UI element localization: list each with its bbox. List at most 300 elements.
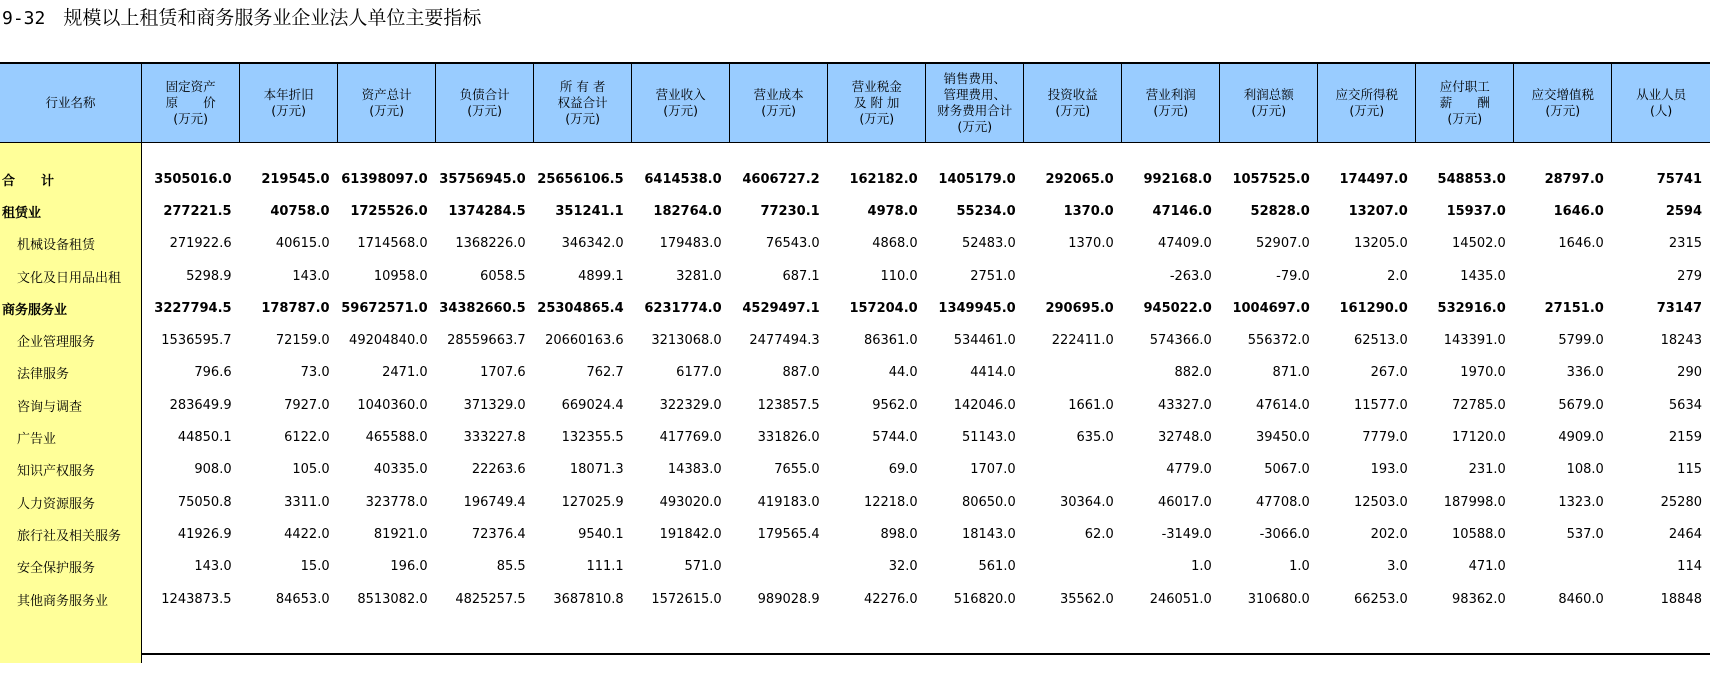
industry-name-cell: 机械设备租赁 bbox=[0, 228, 142, 260]
value-cell: 34382660.5 bbox=[439, 300, 526, 316]
value-cell: 46017.0 bbox=[1157, 494, 1212, 510]
table-row bbox=[0, 583, 1710, 615]
value-cell: 1323.0 bbox=[1558, 494, 1604, 510]
value-cell: 18143.0 bbox=[961, 526, 1016, 542]
value-cell: 84653.0 bbox=[275, 591, 330, 607]
value-cell: 669024.4 bbox=[561, 397, 624, 413]
industry-name-cell: 文化及日用品出租 bbox=[0, 260, 142, 292]
value-cell: 532916.0 bbox=[1437, 300, 1506, 316]
value-cell: -3149.0 bbox=[1161, 526, 1212, 542]
value-cell: 12218.0 bbox=[863, 494, 918, 510]
value-cell: 7779.0 bbox=[1362, 430, 1408, 446]
value-cell: 1349945.0 bbox=[938, 300, 1016, 316]
industry-name-cell: 广告业 bbox=[0, 421, 142, 453]
value-cell: 2159 bbox=[1668, 430, 1702, 446]
value-cell: 1.0 bbox=[1289, 559, 1310, 575]
value-cell bbox=[730, 551, 828, 583]
value-cell: 561.0 bbox=[978, 559, 1016, 575]
filler-cell bbox=[632, 615, 730, 663]
value-cell: 86361.0 bbox=[863, 333, 918, 349]
value-cell: 2594 bbox=[1665, 203, 1702, 219]
value-cell: 174497.0 bbox=[1339, 171, 1408, 187]
value-cell: 47708.0 bbox=[1256, 494, 1310, 510]
value-cell: 277221.5 bbox=[163, 203, 232, 219]
value-cell: 3505016.0 bbox=[154, 171, 232, 187]
value-cell: 1707.6 bbox=[480, 365, 526, 381]
filler-cell bbox=[142, 143, 240, 164]
value-cell: 162182.0 bbox=[849, 171, 918, 187]
value-cell: 47409.0 bbox=[1157, 236, 1212, 252]
filler-cell bbox=[1318, 143, 1416, 164]
value-cell: 111.1 bbox=[586, 559, 624, 575]
value-cell: 110.0 bbox=[880, 268, 918, 284]
value-cell: 62513.0 bbox=[1354, 333, 1408, 349]
column-header: 所 有 者 权益合计 (万元) bbox=[534, 64, 632, 143]
value-cell: 3213068.0 bbox=[651, 333, 722, 349]
value-cell: 69.0 bbox=[888, 462, 918, 478]
value-cell: 1370.0 bbox=[1068, 236, 1114, 252]
table-row bbox=[0, 195, 1710, 227]
value-cell: 4606727.2 bbox=[742, 171, 820, 187]
value-cell bbox=[1024, 260, 1122, 292]
table-row bbox=[0, 292, 1710, 324]
value-cell: 1368226.0 bbox=[455, 236, 526, 252]
value-cell: 4825257.5 bbox=[455, 591, 526, 607]
value-cell: 4868.0 bbox=[872, 236, 918, 252]
value-cell: 14502.0 bbox=[1452, 236, 1506, 252]
value-cell: -3066.0 bbox=[1259, 526, 1310, 542]
value-cell: 72785.0 bbox=[1452, 397, 1506, 413]
value-cell bbox=[1514, 551, 1612, 583]
value-cell bbox=[1024, 357, 1122, 389]
value-cell: 25656106.5 bbox=[537, 171, 624, 187]
value-cell: 35756945.0 bbox=[439, 171, 526, 187]
value-cell: 5067.0 bbox=[1264, 462, 1310, 478]
value-cell: 41926.9 bbox=[177, 526, 232, 542]
value-cell: 10958.0 bbox=[373, 268, 428, 284]
filler-cell bbox=[828, 615, 926, 663]
value-cell: 61398097.0 bbox=[341, 171, 428, 187]
value-cell: 18848 bbox=[1660, 591, 1702, 607]
value-cell: 292065.0 bbox=[1045, 171, 1114, 187]
industry-name-cell: 法律服务 bbox=[0, 357, 142, 389]
column-header: 本年折旧 (万元) bbox=[240, 64, 338, 143]
value-cell: 182764.0 bbox=[653, 203, 722, 219]
value-cell: 4414.0 bbox=[970, 365, 1016, 381]
value-cell: 42276.0 bbox=[863, 591, 918, 607]
value-cell: 4529497.1 bbox=[742, 300, 820, 316]
value-cell: 310680.0 bbox=[1247, 591, 1310, 607]
industry-name-cell: 人力资源服务 bbox=[0, 486, 142, 518]
filler-cell bbox=[1122, 143, 1220, 164]
value-cell: 2.0 bbox=[1387, 268, 1408, 284]
value-cell: 32748.0 bbox=[1157, 430, 1212, 446]
column-header: 固定资产 原 价 (万元) bbox=[142, 64, 240, 143]
value-cell: 371329.0 bbox=[463, 397, 526, 413]
industry-name-cell: 其他商务服务业 bbox=[0, 583, 142, 615]
value-cell: 945022.0 bbox=[1143, 300, 1212, 316]
value-cell: 3281.0 bbox=[676, 268, 722, 284]
value-cell: 417769.0 bbox=[659, 430, 722, 446]
column-header: 应付职工 薪 酬 (万元) bbox=[1416, 64, 1514, 143]
value-cell: 871.0 bbox=[1272, 365, 1310, 381]
value-cell: 1725526.0 bbox=[350, 203, 428, 219]
value-cell: 4899.1 bbox=[578, 268, 624, 284]
filler-cell bbox=[0, 143, 142, 164]
filler-cell bbox=[240, 615, 338, 663]
value-cell: 2315 bbox=[1668, 236, 1702, 252]
table-code: 9-32 bbox=[2, 8, 46, 29]
table-row bbox=[0, 486, 1710, 518]
value-cell: 5634 bbox=[1668, 397, 1702, 413]
value-cell: 231.0 bbox=[1468, 462, 1506, 478]
value-cell: 9540.1 bbox=[578, 526, 624, 542]
table-row bbox=[0, 260, 1710, 292]
value-cell: 1661.0 bbox=[1068, 397, 1114, 413]
filler-cell bbox=[926, 615, 1024, 663]
value-cell: 72376.4 bbox=[471, 526, 526, 542]
value-cell: 52907.0 bbox=[1256, 236, 1310, 252]
value-cell: 6231774.0 bbox=[644, 300, 722, 316]
value-cell bbox=[1024, 454, 1122, 486]
value-cell: 157204.0 bbox=[849, 300, 918, 316]
value-cell: 142046.0 bbox=[953, 397, 1016, 413]
value-cell: 246051.0 bbox=[1149, 591, 1212, 607]
value-cell: 14383.0 bbox=[667, 462, 722, 478]
value-cell: 222411.0 bbox=[1051, 333, 1114, 349]
value-cell: 13207.0 bbox=[1348, 203, 1408, 219]
filler-cell bbox=[1318, 615, 1416, 663]
value-cell: 12503.0 bbox=[1354, 494, 1408, 510]
industry-name-cell: 合 计 bbox=[0, 163, 142, 195]
column-header: 应交所得税 (万元) bbox=[1318, 64, 1416, 143]
column-header: 应交增值税 (万元) bbox=[1514, 64, 1612, 143]
value-cell: 4909.0 bbox=[1558, 430, 1604, 446]
value-cell: 351241.1 bbox=[555, 203, 624, 219]
value-cell bbox=[1024, 551, 1122, 583]
value-cell: 59672571.0 bbox=[341, 300, 428, 316]
value-cell: 1.0 bbox=[1191, 559, 1212, 575]
value-cell: 196.0 bbox=[390, 559, 428, 575]
value-cell: 989028.9 bbox=[757, 591, 820, 607]
value-cell: 1714568.0 bbox=[357, 236, 428, 252]
value-cell: 5744.0 bbox=[872, 430, 918, 446]
value-cell: 2751.0 bbox=[970, 268, 1016, 284]
value-cell: 1405179.0 bbox=[938, 171, 1016, 187]
value-cell: 66253.0 bbox=[1354, 591, 1408, 607]
value-cell: 123857.5 bbox=[757, 397, 820, 413]
value-cell: 15.0 bbox=[300, 559, 330, 575]
value-cell: 6177.0 bbox=[676, 365, 722, 381]
value-cell: 75050.8 bbox=[177, 494, 232, 510]
value-cell: 11577.0 bbox=[1354, 397, 1408, 413]
value-cell: 1435.0 bbox=[1460, 268, 1506, 284]
value-cell: 30364.0 bbox=[1059, 494, 1114, 510]
filler-cell bbox=[730, 143, 828, 164]
value-cell: 992168.0 bbox=[1143, 171, 1212, 187]
value-cell: 323778.0 bbox=[365, 494, 428, 510]
filler-cell bbox=[436, 143, 534, 164]
value-cell: 75741 bbox=[1656, 171, 1702, 187]
value-cell: 5679.0 bbox=[1558, 397, 1604, 413]
industry-name-cell: 咨询与调查 bbox=[0, 389, 142, 421]
value-cell: 898.0 bbox=[880, 526, 918, 542]
table-header-row bbox=[0, 64, 1710, 143]
filler-cell bbox=[1416, 143, 1514, 164]
value-cell: 52828.0 bbox=[1250, 203, 1310, 219]
filler-cell bbox=[1612, 615, 1710, 663]
value-cell: 62.0 bbox=[1084, 526, 1114, 542]
table-row bbox=[0, 324, 1710, 356]
value-cell: 32.0 bbox=[888, 559, 918, 575]
value-cell: 322329.0 bbox=[659, 397, 722, 413]
value-cell: 1004697.0 bbox=[1232, 300, 1310, 316]
filler-cell bbox=[240, 143, 338, 164]
value-cell: 1370.0 bbox=[1063, 203, 1114, 219]
industry-name-cell: 安全保护服务 bbox=[0, 551, 142, 583]
value-cell: 115 bbox=[1677, 462, 1702, 478]
filler-cell bbox=[1416, 615, 1514, 663]
value-cell: -79.0 bbox=[1276, 268, 1310, 284]
value-cell: 2464 bbox=[1668, 526, 1702, 542]
value-cell: 52483.0 bbox=[961, 236, 1016, 252]
value-cell: 5799.0 bbox=[1558, 333, 1604, 349]
value-cell: 193.0 bbox=[1370, 462, 1408, 478]
filler-cell bbox=[926, 143, 1024, 164]
value-cell: 18243 bbox=[1660, 333, 1702, 349]
value-cell: 571.0 bbox=[684, 559, 722, 575]
column-header: 营业税金 及 附 加 (万元) bbox=[828, 64, 926, 143]
value-cell: 105.0 bbox=[292, 462, 330, 478]
table-row bbox=[0, 518, 1710, 550]
value-cell: 7927.0 bbox=[284, 397, 330, 413]
column-header: 营业收入 (万元) bbox=[632, 64, 730, 143]
column-header: 从业人员 (人) bbox=[1612, 64, 1710, 143]
value-cell: 908.0 bbox=[194, 462, 232, 478]
value-cell: 267.0 bbox=[1370, 365, 1408, 381]
filler-cell bbox=[436, 615, 534, 663]
value-cell: 687.1 bbox=[782, 268, 820, 284]
table-row bbox=[0, 228, 1710, 260]
column-header: 营业利润 (万元) bbox=[1122, 64, 1220, 143]
value-cell: 44.0 bbox=[888, 365, 918, 381]
value-cell: 28559663.7 bbox=[447, 333, 526, 349]
value-cell: 143.0 bbox=[194, 559, 232, 575]
value-cell: 556372.0 bbox=[1247, 333, 1310, 349]
column-header: 负债合计 (万元) bbox=[436, 64, 534, 143]
value-cell: 15937.0 bbox=[1446, 203, 1506, 219]
value-cell: 762.7 bbox=[586, 365, 624, 381]
value-cell: 77230.1 bbox=[760, 203, 820, 219]
value-cell: 3311.0 bbox=[284, 494, 330, 510]
value-cell: 1572615.0 bbox=[651, 591, 722, 607]
column-header: 销售费用、 管理费用、 财务费用合计 (万元) bbox=[926, 64, 1024, 143]
table-row bbox=[0, 163, 1710, 195]
value-cell: 40335.0 bbox=[373, 462, 428, 478]
value-cell: 1707.0 bbox=[970, 462, 1016, 478]
table-filler-row bbox=[0, 615, 1710, 663]
value-cell: 81921.0 bbox=[373, 526, 428, 542]
filler-cell bbox=[534, 143, 632, 164]
value-cell: 4422.0 bbox=[284, 526, 330, 542]
value-cell: 1970.0 bbox=[1460, 365, 1506, 381]
value-cell: 73.0 bbox=[300, 365, 330, 381]
value-cell: 537.0 bbox=[1566, 526, 1604, 542]
table-row bbox=[0, 389, 1710, 421]
value-cell: 35562.0 bbox=[1059, 591, 1114, 607]
value-cell: 3227794.5 bbox=[154, 300, 232, 316]
value-cell: 534461.0 bbox=[953, 333, 1016, 349]
value-cell: 191842.0 bbox=[659, 526, 722, 542]
column-header: 投资收益 (万元) bbox=[1024, 64, 1122, 143]
value-cell: 18071.3 bbox=[569, 462, 624, 478]
value-cell: 40615.0 bbox=[275, 236, 330, 252]
value-cell: 1243873.5 bbox=[161, 591, 232, 607]
value-cell: 127025.9 bbox=[561, 494, 624, 510]
filler-cell bbox=[142, 615, 240, 663]
value-cell: 6414538.0 bbox=[644, 171, 722, 187]
value-cell: 178787.0 bbox=[261, 300, 330, 316]
value-cell: 51143.0 bbox=[961, 430, 1016, 446]
value-cell: 4978.0 bbox=[867, 203, 918, 219]
value-cell: 1040360.0 bbox=[357, 397, 428, 413]
value-cell: 1536595.7 bbox=[161, 333, 232, 349]
value-cell: 574366.0 bbox=[1149, 333, 1212, 349]
filler-cell bbox=[1122, 615, 1220, 663]
value-cell: 13205.0 bbox=[1354, 236, 1408, 252]
value-cell: 333227.8 bbox=[463, 430, 526, 446]
value-cell: 3.0 bbox=[1387, 559, 1408, 575]
value-cell: 17120.0 bbox=[1452, 430, 1506, 446]
value-cell: 196749.4 bbox=[463, 494, 526, 510]
value-cell: 25280 bbox=[1660, 494, 1702, 510]
value-cell: 85.5 bbox=[496, 559, 526, 575]
filler-cell bbox=[1220, 143, 1318, 164]
value-cell: 39450.0 bbox=[1256, 430, 1310, 446]
value-cell: 76543.0 bbox=[765, 236, 820, 252]
table-row bbox=[0, 421, 1710, 453]
value-cell: 290695.0 bbox=[1045, 300, 1114, 316]
industry-name-cell: 旅行社及相关服务 bbox=[0, 518, 142, 550]
value-cell: 796.6 bbox=[194, 365, 232, 381]
value-cell: 4779.0 bbox=[1166, 462, 1212, 478]
value-cell bbox=[1514, 260, 1612, 292]
value-cell: 471.0 bbox=[1468, 559, 1506, 575]
table-title: 规模以上租赁和商务服务业企业法人单位主要指标 bbox=[63, 7, 482, 29]
value-cell: 9562.0 bbox=[872, 397, 918, 413]
value-cell: 1646.0 bbox=[1558, 236, 1604, 252]
value-cell: 336.0 bbox=[1566, 365, 1604, 381]
value-cell: 28797.0 bbox=[1544, 171, 1604, 187]
value-cell: 419183.0 bbox=[757, 494, 820, 510]
value-cell: 279 bbox=[1677, 268, 1702, 284]
value-cell: 47146.0 bbox=[1152, 203, 1212, 219]
column-header: 资产总计 (万元) bbox=[338, 64, 436, 143]
value-cell: 187998.0 bbox=[1443, 494, 1506, 510]
filler-cell bbox=[338, 615, 436, 663]
value-cell: 161290.0 bbox=[1339, 300, 1408, 316]
value-cell: 98362.0 bbox=[1452, 591, 1506, 607]
table-frame bbox=[0, 62, 1710, 655]
value-cell: 47614.0 bbox=[1256, 397, 1310, 413]
value-cell: 7655.0 bbox=[774, 462, 820, 478]
value-cell: 10588.0 bbox=[1452, 526, 1506, 542]
value-cell: 40758.0 bbox=[270, 203, 330, 219]
value-cell: 548853.0 bbox=[1437, 171, 1506, 187]
industry-name-cell: 知识产权服务 bbox=[0, 454, 142, 486]
value-cell: 202.0 bbox=[1370, 526, 1408, 542]
indicator-table bbox=[0, 64, 1710, 663]
industry-name-cell: 租赁业 bbox=[0, 195, 142, 227]
value-cell: 290 bbox=[1677, 365, 1702, 381]
value-cell: 55234.0 bbox=[956, 203, 1016, 219]
value-cell: 22263.6 bbox=[471, 462, 526, 478]
table-filler-row bbox=[0, 143, 1710, 164]
value-cell: 44850.1 bbox=[177, 430, 232, 446]
value-cell: 1646.0 bbox=[1553, 203, 1604, 219]
value-cell: 179483.0 bbox=[659, 236, 722, 252]
value-cell: 49204840.0 bbox=[349, 333, 428, 349]
value-cell: 27151.0 bbox=[1544, 300, 1604, 316]
value-cell: 219545.0 bbox=[261, 171, 330, 187]
value-cell: 516820.0 bbox=[953, 591, 1016, 607]
table-row bbox=[0, 551, 1710, 583]
table-row bbox=[0, 454, 1710, 486]
value-cell: 2471.0 bbox=[382, 365, 428, 381]
filler-cell bbox=[1612, 143, 1710, 164]
value-cell: 3687810.8 bbox=[553, 591, 624, 607]
value-cell: 72159.0 bbox=[275, 333, 330, 349]
value-cell: 80650.0 bbox=[961, 494, 1016, 510]
value-cell: 887.0 bbox=[782, 365, 820, 381]
value-cell: 43327.0 bbox=[1157, 397, 1212, 413]
filler-cell bbox=[1024, 615, 1122, 663]
value-cell: 6122.0 bbox=[284, 430, 330, 446]
industry-name-cell: 企业管理服务 bbox=[0, 324, 142, 356]
value-cell: -263.0 bbox=[1169, 268, 1212, 284]
value-cell: 2477494.3 bbox=[749, 333, 820, 349]
table-body bbox=[0, 143, 1710, 664]
filler-cell bbox=[1514, 143, 1612, 164]
value-cell: 346342.0 bbox=[561, 236, 624, 252]
value-cell: 8460.0 bbox=[1558, 591, 1604, 607]
value-cell: 143391.0 bbox=[1443, 333, 1506, 349]
value-cell: 143.0 bbox=[292, 268, 330, 284]
industry-name-cell: 商务服务业 bbox=[0, 292, 142, 324]
page-title bbox=[2, 4, 481, 32]
value-cell: 20660163.6 bbox=[545, 333, 624, 349]
value-cell: 108.0 bbox=[1566, 462, 1604, 478]
value-cell: 635.0 bbox=[1076, 430, 1114, 446]
filler-cell bbox=[338, 143, 436, 164]
value-cell: 331826.0 bbox=[757, 430, 820, 446]
filler-cell bbox=[730, 615, 828, 663]
value-cell: 1057525.0 bbox=[1232, 171, 1310, 187]
filler-cell bbox=[632, 143, 730, 164]
value-cell: 8513082.0 bbox=[357, 591, 428, 607]
value-cell: 25304865.4 bbox=[537, 300, 624, 316]
value-cell: 5298.9 bbox=[186, 268, 232, 284]
value-cell: 493020.0 bbox=[659, 494, 722, 510]
column-header-industry: 行业名称 bbox=[0, 64, 142, 143]
filler-cell bbox=[1514, 615, 1612, 663]
column-header: 营业成本 (万元) bbox=[730, 64, 828, 143]
filler-cell bbox=[1024, 143, 1122, 164]
filler-cell bbox=[1220, 615, 1318, 663]
table-row bbox=[0, 357, 1710, 389]
value-cell: 882.0 bbox=[1174, 365, 1212, 381]
column-header: 利润总额 (万元) bbox=[1220, 64, 1318, 143]
